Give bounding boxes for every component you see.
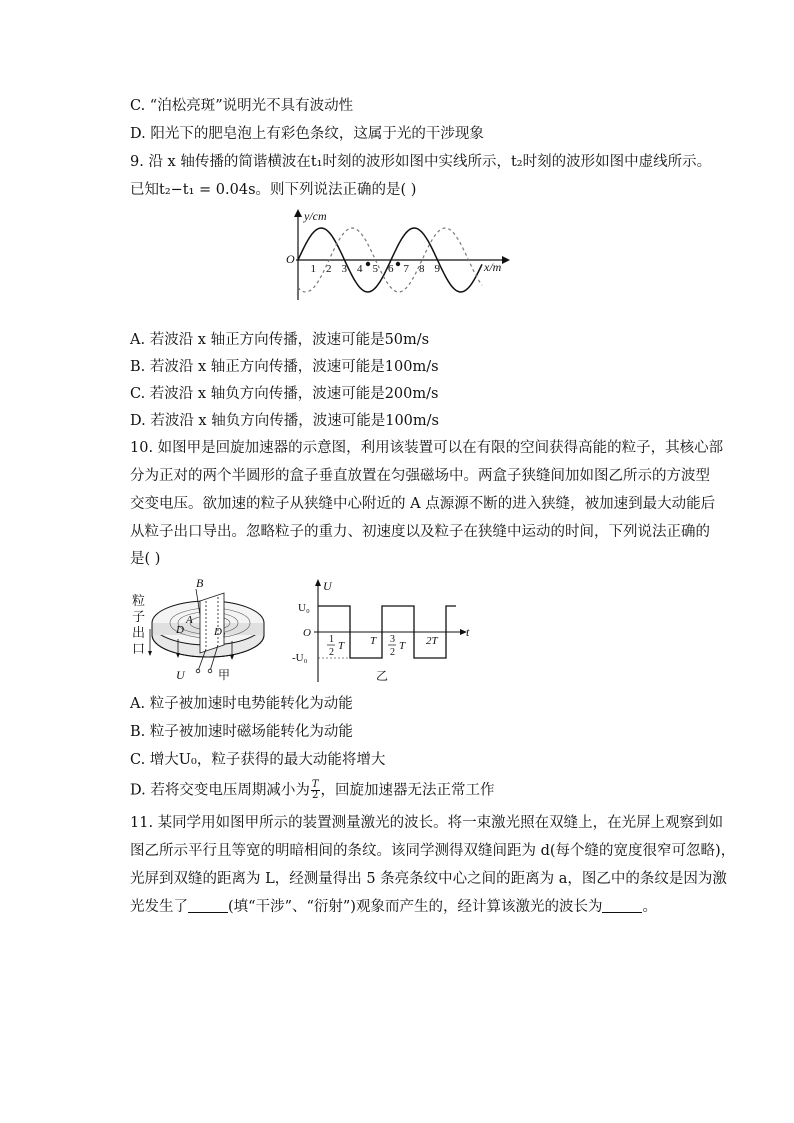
q10-stem-line3: 交变电压。欲加速的粒子从狭缝中心附近的 A 点源源不断的进入狭缝，被加速到最大动能后 — [130, 496, 716, 512]
square-wave-figure — [290, 578, 480, 686]
origin-label: O — [303, 627, 311, 639]
exit-label-char: 子 — [132, 609, 146, 624]
tick-2t: 2T — [426, 635, 438, 647]
q10-stem-line4: 从粒子出口导出。忽略粒子的重力、初速度以及粒子在狭缝中运动的时间，下列说法正确的 — [130, 524, 710, 540]
q11-line4-part-a: 光发生了 — [130, 899, 188, 915]
d1-label: D₁ — [214, 626, 226, 638]
wave-point-dot — [396, 262, 400, 266]
figure-caption-jia: 甲 — [218, 668, 231, 682]
wave-point-dot — [366, 262, 370, 266]
q9-option-b: B. 若波沿 x 轴正方向传播，波速可能是100m/s — [130, 359, 439, 375]
u0-label: U₀ — [298, 602, 310, 614]
x-axis-arrow — [502, 256, 510, 264]
q9-option-a: A. 若波沿 x 轴正方向传播，波速可能是50m/s — [130, 332, 430, 348]
exit-label-char: 口 — [132, 641, 146, 656]
q10-stem-line1: 10. 如图甲是回旋加速器的示意图，利用该装置可以在有限的空间获得高能的粒子，其核心部 — [130, 440, 724, 456]
y-axis-arrow — [294, 209, 302, 217]
answer-blank-1[interactable] — [188, 898, 228, 913]
u-axis-label: U — [323, 579, 332, 593]
tick-labels — [311, 263, 441, 275]
x-tick-label: 1 — [310, 263, 316, 275]
u-label: U — [176, 668, 185, 682]
q11-line4-part-b: (填“干涉”、“衍射”)观象而产生的，经计算该激光的波长为 — [228, 899, 603, 915]
x-tick-label: 4 — [357, 263, 363, 275]
figure-caption-yi: 乙 — [376, 669, 389, 683]
q11-stem-line4 — [130, 897, 657, 917]
q11-stem-line3: 光屏到双缝的距离为 L，经测量得出 5 条亮条纹中心之间的距离为 a，图乙中的条纹是因为激 — [130, 871, 727, 887]
d-label: D — [176, 624, 184, 636]
neg-u0-label: -U₀ — [292, 652, 308, 664]
cyclotron-figure — [128, 575, 278, 685]
tick-half-num: 1 — [329, 634, 334, 645]
x-tick-label: 7 — [403, 263, 409, 275]
fraction-denominator: 2 — [311, 790, 319, 801]
q10-option-d — [130, 780, 495, 801]
q11-stem-line2: 图乙所示平行且等宽的明暗相间的条纹。该同学测得双缝间距为 d(每个缝的宽度很窄可忽略)， — [130, 843, 736, 859]
q9-stem-line1: 9. 沿 x 轴传播的简谐横波在t₁时刻的波形如图中实线所示，t₂时刻的波形如图中虚线所示。 — [130, 154, 712, 170]
x-tick-label: 5 — [372, 263, 378, 275]
t-axis-label: t — [466, 625, 470, 639]
q11-stem-line1: 11. 某同学用如图甲所示的装置测量激光的波长。将一束激光照在双缝上，在光屏上观察到如 — [130, 815, 724, 831]
x-tick-label: 8 — [419, 263, 425, 275]
q8-option-d: D. 阳光下的肥皂泡上有彩色条纹，这属于光的干涉现象 — [130, 126, 484, 142]
tick-t: T — [370, 635, 377, 647]
x-axis-label: x/m — [484, 260, 502, 274]
x-tick-label: 6 — [388, 263, 394, 275]
q11-line4-part-c: 。 — [642, 899, 657, 915]
dee-gap — [200, 593, 224, 653]
fraction-numerator: T — [311, 779, 319, 790]
x-tick-label: 9 — [434, 263, 440, 275]
tick-three-num: 3 — [390, 634, 395, 645]
q10-stem-line2: 分为正对的两个半圆形的盒子垂直放置在匀强磁场中。两盒子狭缝间加如图乙所示的方波型 — [130, 468, 710, 484]
q10-option-c: C. 增大U₀，粒子获得的最大动能将增大 — [130, 752, 386, 768]
y-axis-label: y/cm — [304, 209, 327, 223]
q10-option-d-pre: D. 若将交变电压周期减小为 — [130, 782, 310, 799]
a-label: A — [186, 614, 193, 626]
origin-label: O — [286, 252, 295, 266]
tick-half-den: 2 — [329, 647, 334, 658]
exit-label-char: 粒 — [132, 593, 146, 608]
q8-option-c: C. “泊松亮斑”说明光不具有波动性 — [130, 98, 354, 114]
q10-stem-line5: 是( ) — [130, 551, 161, 567]
tick-half-t: T — [338, 640, 345, 652]
q9-option-c: C. 若波沿 x 轴负方向传播，波速可能是200m/s — [130, 386, 439, 402]
q10-option-a: A. 粒子被加速时电势能转化为动能 — [130, 696, 353, 712]
exit-label-char: 出 — [132, 625, 146, 640]
q9-stem-line2: 已知t₂−t₁ = 0.04s。则下列说法正确的是( ) — [130, 182, 417, 198]
tick-three-den: 2 — [390, 647, 395, 658]
q10-option-b: B. 粒子被加速时磁场能转化为动能 — [130, 724, 353, 740]
x-tick-label: 2 — [326, 263, 332, 275]
answer-blank-2[interactable] — [602, 898, 642, 913]
wave-figure — [280, 205, 520, 305]
tick-three-t: T — [399, 640, 406, 652]
q9-option-d: D. 若波沿 x 轴负方向传播，波速可能是100m/s — [130, 413, 439, 429]
q10-option-d-post: ，回旋加速器无法正常工作 — [320, 782, 495, 799]
b-label: B — [196, 576, 204, 590]
x-tick-label: 3 — [341, 263, 347, 275]
fraction-t-over-2 — [311, 780, 320, 801]
